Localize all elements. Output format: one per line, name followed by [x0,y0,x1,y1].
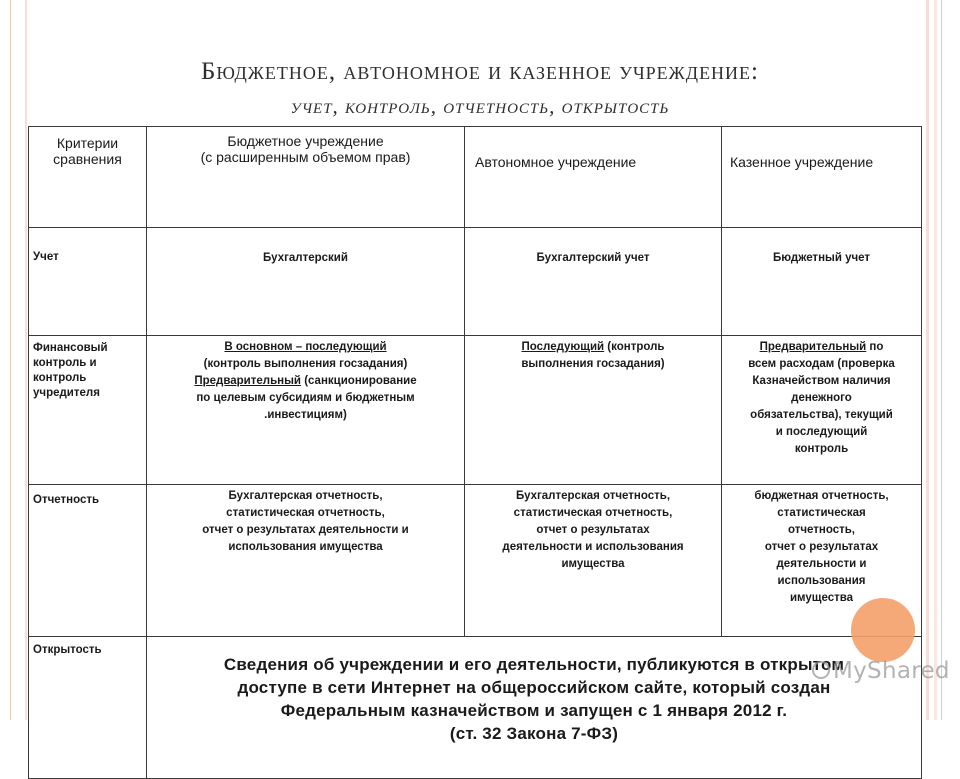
cell-accounting-budget: Бухгалтерский [147,228,465,336]
row-label-reporting: Отчетность [29,485,147,637]
row-label-financial-control: Финансовый контроль и контроль учредителя [29,336,147,485]
watermark-icon [812,661,830,679]
header-state-owned: Казенное учреждение [722,127,922,228]
table-row [29,485,922,637]
table-row [29,336,922,485]
header-criteria: Критерии сравнения [29,127,147,228]
slide-subtitle: учет, контроль, отчетность, открытость [290,94,670,118]
header-budget: Бюджетное учреждение (с расширенным объемом прав) [147,127,465,228]
cell-openness: Сведения об учреждении и его деятельности, публикуются в открытом доступе в сети Интернет на общероссийском сайте, который создан Федеральным казначейством и запущен с 1 января 2012 г. (ст. 32 Закона 7-ФЗ) [147,637,922,779]
row-label-accounting: Учет [29,228,147,336]
row-label-openness: Открытость [29,637,147,779]
cell-reporting-budget: Бухгалтерская отчетность, статистическая отчетность, отчет о результатах деятельности и использования имущества [147,485,465,637]
cell-financial-control-autonomous: Последующий (контроль выполнения госзадания) [465,336,722,485]
comparison-table [28,126,922,779]
cell-reporting-state-owned: бюджетная отчетность, статистическая отчетность, отчет о результатах деятельности и использования имущества [722,485,922,637]
table-header-row [29,127,922,228]
cell-accounting-state-owned: Бюджетный учет [722,228,922,336]
table-row [29,228,922,336]
cell-reporting-autonomous: Бухгалтерская отчетность, статистическая отчетность, отчет о результатах деятельности и использования имущества [465,485,722,637]
table-row [29,637,922,779]
header-autonomous: Автономное учреждение [465,127,722,228]
watermark: MyShared [812,658,950,684]
decor-circle [851,598,915,662]
slide-title: Бюджетное, автономное и казенное учреждение: [200,58,759,85]
cell-financial-control-budget: В основном – последующий (контроль выполнения госзадания) Предварительный (санкционирование по целевым субсидиям и бюджетным .инвестициям) [147,336,465,485]
cell-accounting-autonomous: Бухгалтерский учет [465,228,722,336]
cell-financial-control-state-owned: Предварительный по всем расходам (проверка Казначейством наличия денежного обязательства), текущий и последующий контроль [722,336,922,485]
